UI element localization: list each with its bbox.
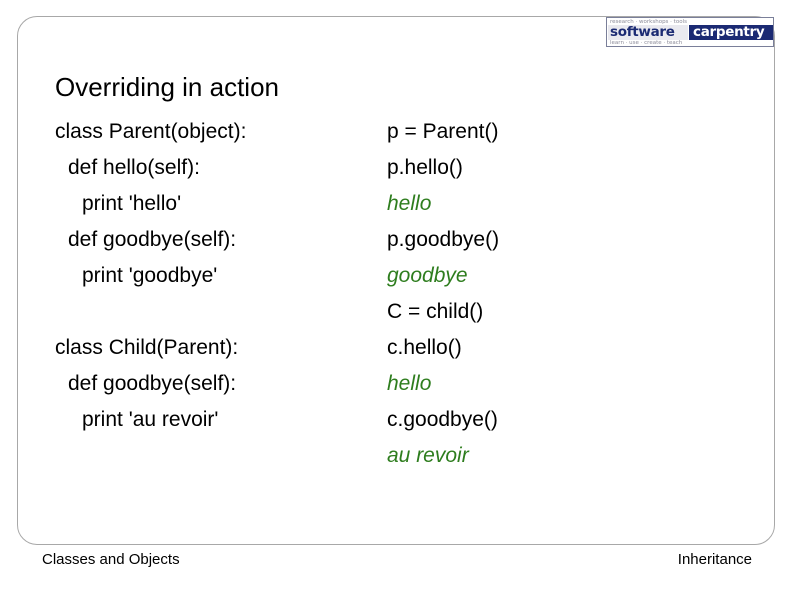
keyword: print: [82, 408, 123, 431]
code-text: goodbye(self):: [97, 372, 237, 395]
session-output: au revoir: [387, 444, 469, 467]
logo-tagline-top: research · workshops · tools: [610, 19, 687, 25]
keyword: def: [68, 156, 98, 179]
code-text: hello(self):: [97, 156, 200, 179]
session-line: c.hello(): [387, 336, 462, 359]
session-output: goodbye: [387, 264, 468, 287]
code-line-print-hello: [82, 191, 181, 217]
keyword: class: [55, 120, 103, 143]
session-line: c.goodbye(): [387, 408, 498, 431]
keyword: def: [68, 228, 98, 251]
footer-left: Classes and Objects: [42, 551, 180, 568]
code-text: 'goodbye': [122, 264, 218, 287]
code-text: 'au revoir': [122, 408, 219, 431]
code-text: Parent(object):: [102, 120, 247, 143]
slide-title: Overriding in action: [55, 72, 279, 102]
session-output: hello: [387, 192, 432, 215]
session-line: C = child(): [387, 300, 484, 323]
software-carpentry-logo: [606, 17, 774, 47]
code-line-class-child: [55, 335, 238, 361]
session-line: p.hello(): [387, 156, 463, 179]
keyword: print: [82, 192, 123, 215]
code-line-class-parent: [55, 119, 246, 145]
code-line-print-goodbye: [82, 263, 217, 289]
code-text: 'hello': [122, 192, 182, 215]
footer-right: Inheritance: [677, 551, 752, 568]
keyword: class: [55, 336, 103, 359]
keyword: print: [82, 264, 123, 287]
code-line-print-au-revoir: [82, 407, 218, 433]
code-text: goodbye(self):: [97, 228, 237, 251]
logo-word-software: software: [608, 25, 688, 40]
code-line-def-goodbye: [68, 227, 236, 253]
logo-tagline-bottom: learn · use · create · teach: [610, 40, 683, 46]
logo-word-carpentry: carpentry: [689, 25, 773, 40]
code-line-def-goodbye-child: [68, 371, 236, 397]
session-output: hello: [387, 372, 432, 395]
code-text: Child(Parent):: [102, 336, 239, 359]
keyword: def: [68, 372, 98, 395]
session-line: p.goodbye(): [387, 228, 500, 251]
code-line-def-hello: [68, 155, 200, 181]
session-line: p = Parent(): [387, 120, 499, 143]
